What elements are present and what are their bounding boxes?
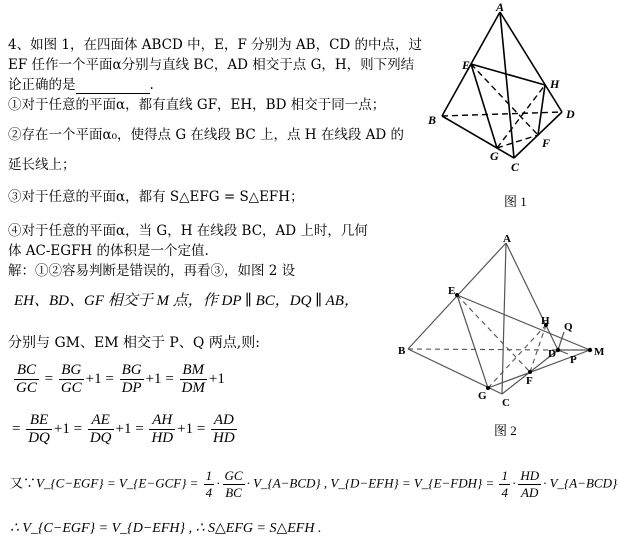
point-D: [556, 348, 560, 352]
segment-EF-hidden: [457, 295, 530, 372]
point-E: [455, 293, 459, 297]
fig2-label-C: C: [502, 397, 510, 409]
fig2-label-B: B: [398, 345, 406, 357]
equation-4: ∴ V_{C−EGF} = V_{D−EFH} , ∴ S△EFG = S△EFH .: [10, 521, 322, 536]
eq2-frac-3: $\frac{AH}{HD}$: [151, 412, 174, 446]
edge-BC: [442, 116, 514, 158]
fig1-label-D: D: [566, 107, 575, 121]
option-2-line-2: 延长线上；: [8, 157, 76, 173]
fig1-label-F: F: [542, 136, 551, 150]
fig1-label-A: A: [496, 0, 505, 14]
figure-1-caption: 图 1: [504, 194, 527, 209]
figure-2: [398, 232, 618, 444]
segment-GH-hidden: [488, 325, 546, 388]
solution-line-2: EH、BD、GF 相交于 M 点，作 DP ∥ BC，DQ ∥ AB，: [14, 293, 359, 309]
fig2-label-F: F: [526, 375, 533, 387]
segment-HF: [538, 85, 545, 135]
fig2-label-M: M: [594, 346, 605, 358]
eq3-frac-c2: $\frac{1}{4}$: [501, 468, 508, 500]
eq1-frac-4: $\frac{BM}{DM}$: [181, 362, 205, 396]
fig2-label-A: A: [503, 233, 511, 245]
solution-line-1: 解：①②容易判断是错误的，再看③，如图 2 设: [8, 263, 296, 279]
fig2-label-P: P: [570, 354, 577, 366]
eq1-frac-2: $\frac{BG}{GC}$: [60, 362, 82, 396]
equation-3: 又∵V_{C−EGF} = V_{E−GCF} = $\frac{1}{4}$ · $\frac{GC}{BC}$ · V_{A−BCD} , V_{D−EFH} = V_{E−FDH} = $\frac{1}{4}$ · $\frac{HD}{AD}$ · V_{A−BCD}: [10, 468, 618, 500]
figure-2-caption: 图 2: [494, 423, 517, 438]
problem-line-3: [8, 76, 154, 94]
point-F: [528, 370, 532, 374]
eq1-frac-lhs: $\frac{BC}{GC}$: [16, 362, 37, 396]
fig1-label-E: E: [462, 58, 471, 72]
option-1: ①对于任意的平面α，都有直线 GF，EH，BD 相交于同一点；: [8, 97, 386, 113]
fig2-label-H: H: [541, 315, 550, 327]
eq3-frac-g1: $\frac{GC}{BC}$: [224, 468, 243, 500]
problem-line-3-prefix: 论正确的是: [8, 77, 76, 93]
equation-2: = $\frac{BE}{DQ}$ +1 = $\frac{AE}{DQ}$ +1 = $\frac{AH}{HD}$ +1 = $\frac{AD}{HD}$: [12, 412, 235, 446]
figure-1: [420, 0, 618, 215]
eq1-frac-3: $\frac{BG}{DP}$: [121, 362, 142, 396]
equation-1: $\frac{BC}{GC}$ = $\frac{BG}{GC}$ +1 = $\frac{BG}{DP}$ +1 = $\frac{BM}{DM}$ +1: [16, 362, 225, 396]
option-2-line-1: ②存在一个平面α₀，使得点 G 在线段 BC 上，点 H 在线段 AD 的: [8, 127, 404, 143]
solution-line-3: 分别与 GM、EM 相交于 P、Q 两点,则:: [8, 335, 260, 351]
fig2-label-D: D: [548, 348, 556, 360]
fig1-label-H: H: [550, 77, 560, 91]
segment-FH-hidden: [530, 325, 546, 372]
fig1-label-B: B: [428, 113, 437, 127]
segment-DQ: [558, 332, 564, 350]
eq2-frac-2: $\frac{AE}{DQ}$: [89, 412, 112, 446]
fig2-label-Q: Q: [564, 321, 573, 333]
edge-BD-hidden: [442, 112, 562, 116]
answer-blank: [76, 79, 150, 94]
fig1-label-G: G: [490, 149, 499, 163]
fig2-label-E: E: [448, 285, 456, 297]
segment-EF-hidden: [471, 64, 538, 135]
edge-AD: [500, 12, 562, 112]
edge-BD-hidden: [408, 349, 558, 350]
eq3-frac-g2: $\frac{HD}{AD}$: [520, 468, 540, 500]
eq3-frac-c1: $\frac{1}{4}$: [205, 468, 213, 500]
fig1-label-C: C: [511, 160, 520, 174]
option-4-line-1: ④对于任意的平面α，当 G，H 在线段 BC，AD 上时，几何: [8, 223, 368, 239]
point-M: [588, 348, 592, 352]
fig2-label-G: G: [478, 390, 487, 402]
problem-line-3-suffix: .: [149, 77, 154, 93]
problem-line-1: 4、如图 1，在四面体 ABCD 中，E，F 分别为 AB，CD 的中点，过: [8, 37, 423, 53]
problem-line-2: EF 任作一个平面α分别与直线 BC，AD 相交于点 G，H，则下列结: [8, 57, 415, 73]
eq2-frac-4: $\frac{AD}{HD}$: [213, 412, 235, 446]
point-G: [486, 386, 490, 390]
option-3: ③对于任意的平面α，都有 S△EFG = S△EFH；: [8, 189, 304, 205]
edge-AC: [500, 12, 514, 158]
option-4-line-2: 体 AC-EGFH 的体积是一个定值.: [8, 243, 209, 259]
eq2-frac-1: $\frac{BE}{DQ}$: [28, 412, 50, 446]
